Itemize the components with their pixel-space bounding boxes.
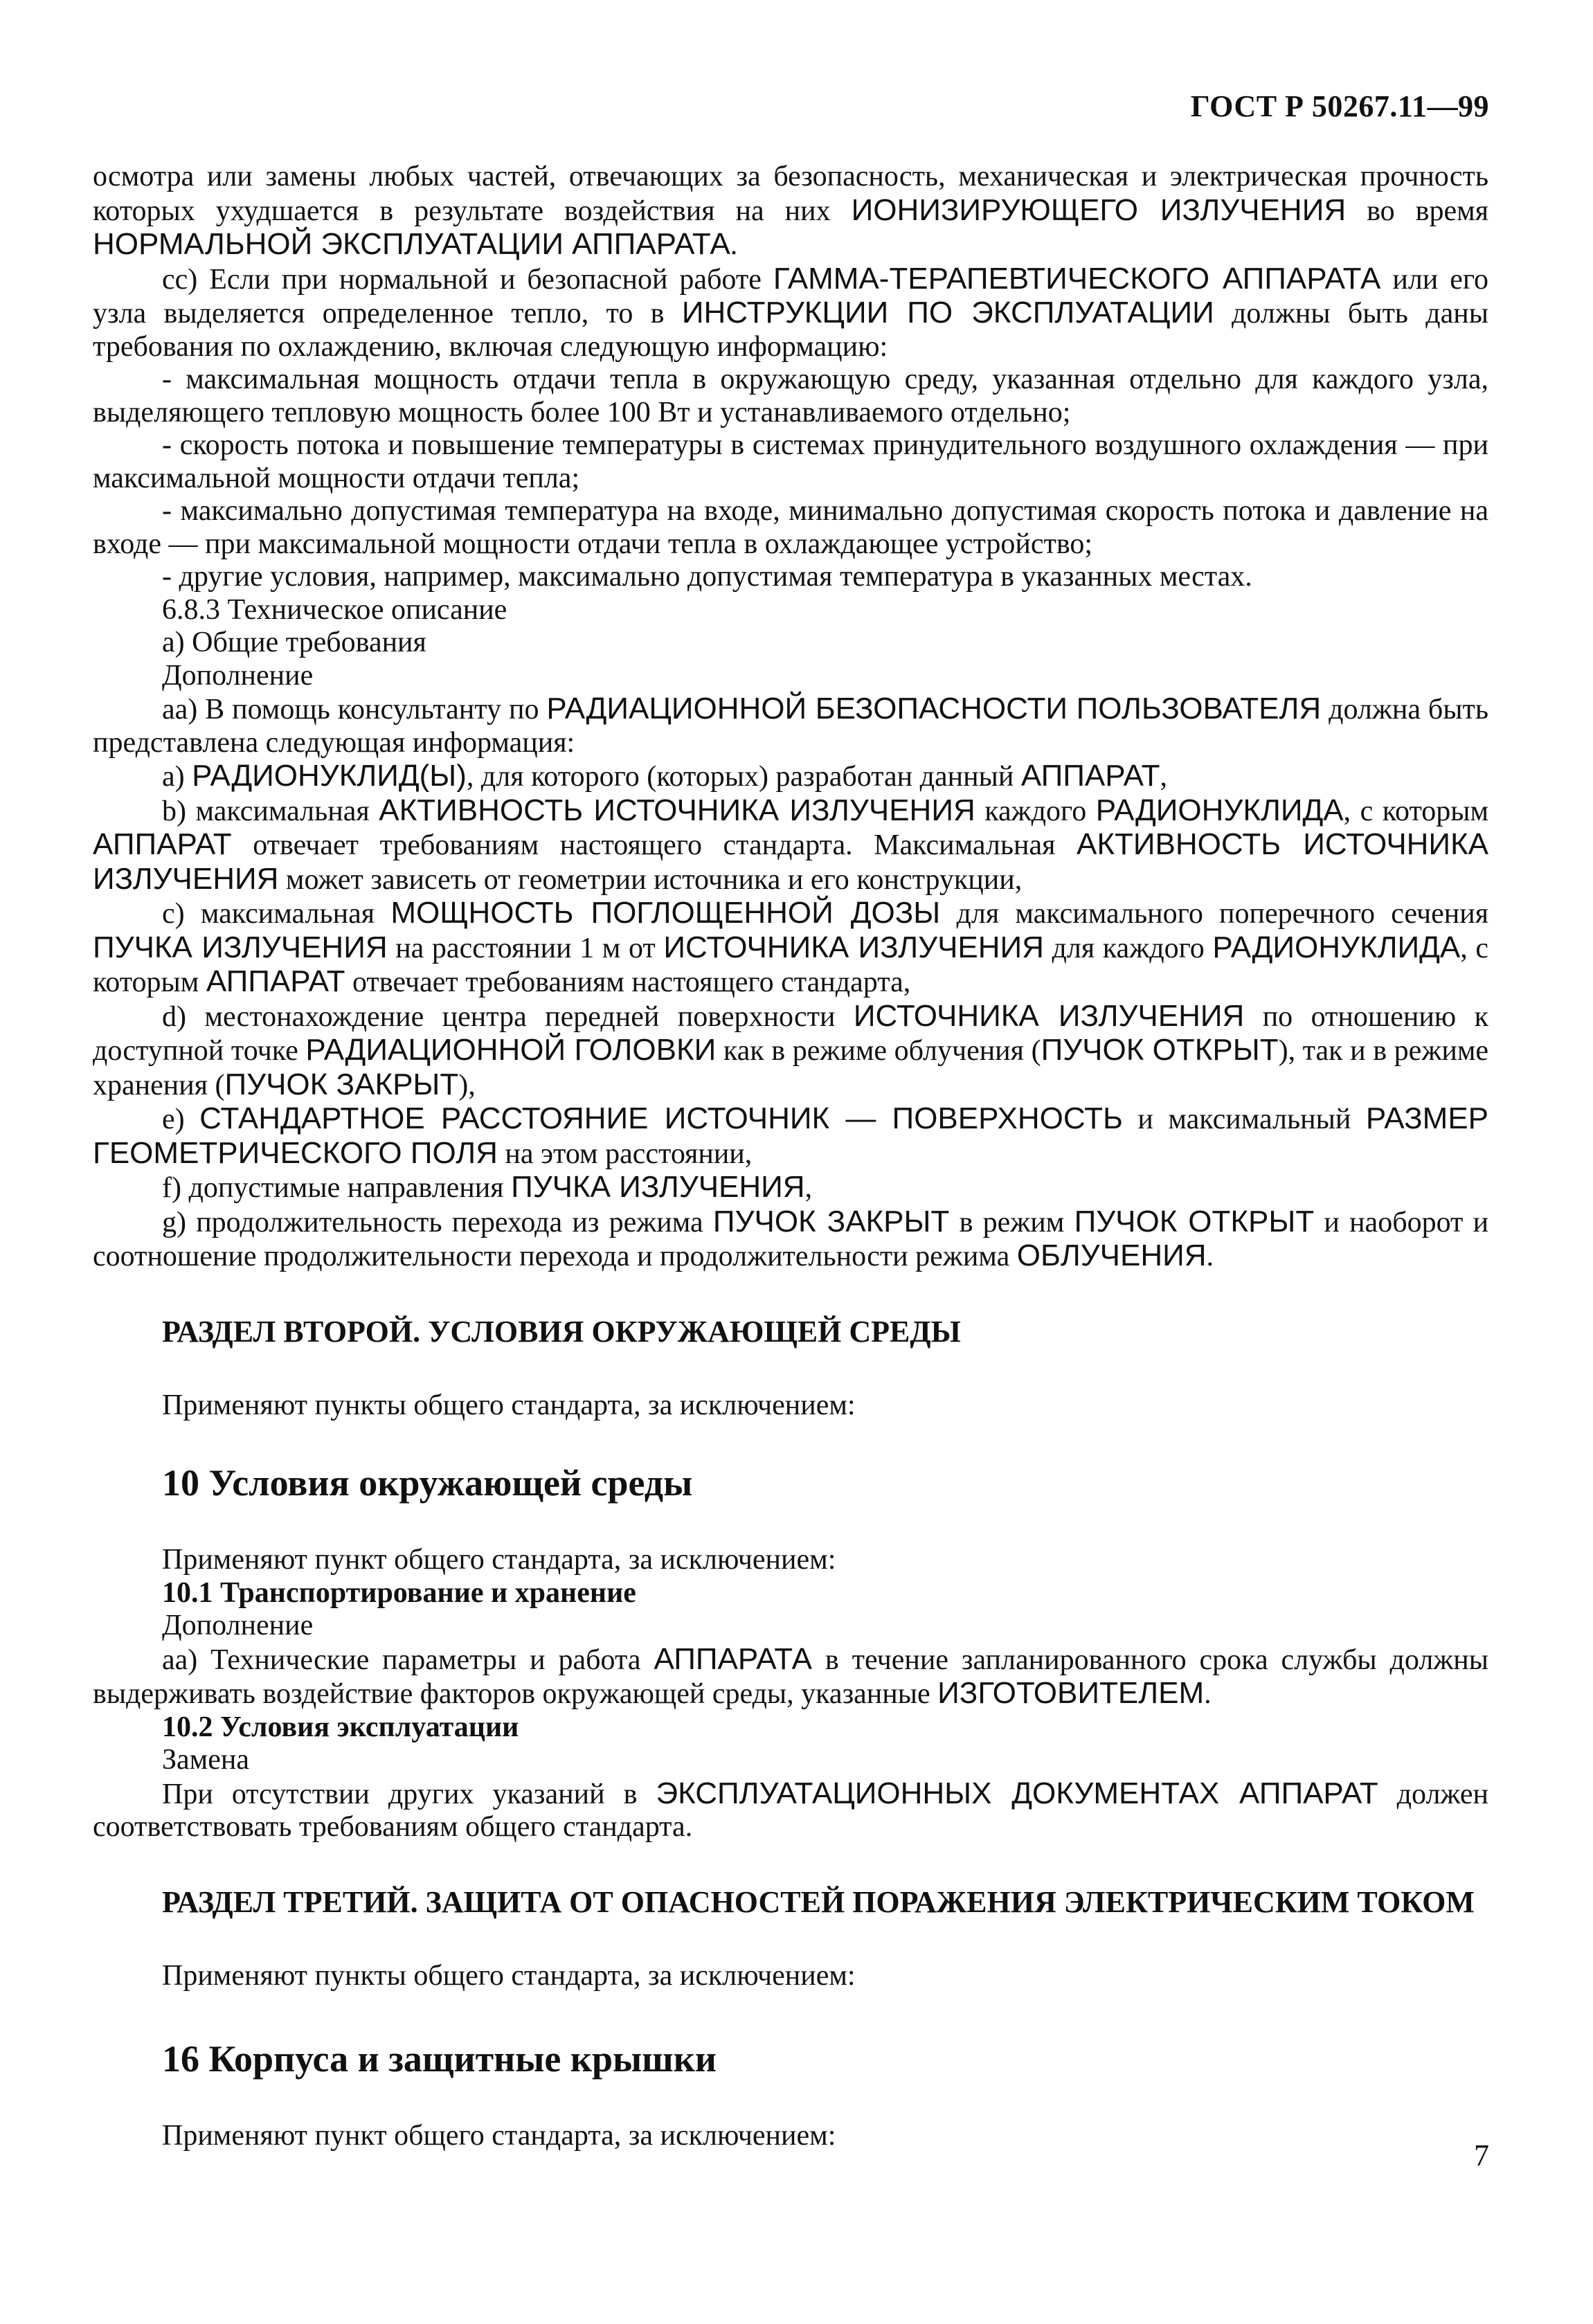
list-item-other-conditions: - другие условия, например, максимально допустимая температура в указанных местах. (162, 561, 1252, 593)
addition-label: Дополнение (162, 659, 314, 692)
clause-16-text: Применяют пункт общего стандарта, за исключением: (162, 2120, 836, 2152)
list-item-flow-rate: - скорость потока и повышение температуры в системах принудительного воздушного охлаждения — при максимальной мощности отдачи тепла; (93, 429, 1488, 494)
list-item-heat-output: - максимальная мощность отдачи тепла в окружающую среду, указанная отдельно для каждого узла, выделяющего тепловую мощность более 100 Вт и устанавливаемого отдельно; (93, 363, 1488, 429)
clause-10-1-title: 10.1 Транспортирование и хранение (162, 1576, 636, 1609)
clause-10-text: Применяют пункт общего стандарта, за исключением: (162, 1544, 836, 1576)
paragraph-cc: сс) Если при нормальной и безопасной работе ГАММА-ТЕРАПЕВТИЧЕСКОГО АППАРАТА или его узла выделяется определенное тепло, то в ИНСТРУКЦИИ ПО ЭКСПЛУАТАЦИИ должны быть даны требования по охлаждению, включая следующую информацию: (93, 261, 1489, 363)
list-item-d: d) местонахождение центра передней поверхности ИСТОЧНИКА ИЗЛУЧЕНИЯ по отношению к доступной точке РАДИАЦИОННОЙ ГОЛОВКИ как в режиме облучения (ПУЧОК ОТКРЫТ), так и в режиме хранения (ПУЧОК ЗАКРЫТ), (93, 998, 1489, 1101)
list-item-inlet-temperature: - максимально допустимая температура на входе, минимально допустимая скорость потока и давление на входе — при максимальной мощности отдачи тепла в охлаждающее устройство; (93, 495, 1488, 560)
list-item-a: а) РАДИОНУКЛИД(Ы), для которого (которых) разработан данный АППАРАТ, (162, 759, 1167, 793)
section-two-title: РАЗДЕЛ ВТОРОЙ. УСЛОВИЯ ОКРУЖАЮЩЕЙ СРЕДЫ (162, 1314, 961, 1349)
section-two-text: Применяют пункты общего стандарта, за исключением: (162, 1389, 856, 1421)
section-three-text: Применяют пункты общего стандарта, за исключением: (162, 1960, 856, 1992)
section-three-title: РАЗДЕЛ ТРЕТИЙ. ЗАЩИТА ОТ ОПАСНОСТЕЙ ПОРАЖЕНИЯ ЭЛЕКТРИЧЕСКИМ ТОКОМ (162, 1884, 1475, 1919)
list-item-e: е) СТАНДАРТНОЕ РАССТОЯНИЕ ИСТОЧНИК — ПОВЕРХНОСТЬ и максимальный РАЗМЕР ГЕОМЕТРИЧЕСКОГО ПОЛЯ на этом расстоянии, (93, 1101, 1489, 1170)
list-item-f: f) допустимые направления ПУЧКА ИЗЛУЧЕНИЯ, (162, 1170, 813, 1204)
paragraph-aa: аа) В помощь консультанту по РАДИАЦИОННОЙ БЕЗОПАСНОСТИ ПОЛЬЗОВАТЕЛЯ должна быть представлена следующая информация: (93, 692, 1489, 759)
clause-6-8-3-title: 6.8.3 Техническое описание (162, 593, 507, 626)
list-item-b: b) максимальная АКТИВНОСТЬ ИСТОЧНИКА ИЗЛУЧЕНИЯ каждого РАДИОНУКЛИДА, с которым АППАРАТ отвечает требованиям настоящего стандарта. Максимальная АКТИВНОСТЬ ИСТОЧНИКА ИЗЛУЧЕНИЯ может зависеть от геометрии источника и его конструкции, (93, 793, 1489, 896)
clause-10-2-title: 10.2 Условия эксплуатации (162, 1711, 519, 1743)
subclause-a-title: а) Общие требования (162, 627, 426, 658)
paragraph-continuation: осмотра или замены любых частей, отвечающих за безопасность, механическая и электрическая прочность которых ухудшается в результате воздействия на них ИОНИЗИРУЮЩЕГО ИЗЛУЧЕНИЯ во время НОРМАЛЬНОЙ ЭКСПЛУАТАЦИИ АППАРАТА. (93, 161, 1489, 261)
clause-10-1-text: аа) Технические параметры и работа АППАРАТА в течение запланированного срока службы должны выдерживать воздействие факторов окружающей среды, указанные ИЗГОТОВИТЕЛЕМ. (93, 1641, 1489, 1710)
clause-10-2-replacement: Замена (162, 1744, 250, 1776)
clause-10-title: 10 Условия окружающей среды (162, 1461, 693, 1504)
list-item-g: g) продолжительность перехода из режима ПУЧОК ЗАКРЫТ в режим ПУЧОК ОТКРЫТ и наоборот и соотношение продолжительности перехода и продолжительности режима ОБЛУЧЕНИЯ. (93, 1204, 1489, 1272)
clause-10-2-text: При отсутствии других указаний в ЭКСПЛУАТАЦИОННЫХ ДОКУМЕНТАХ АППАРАТ должен соответствовать требованиям общего стандарта. (93, 1776, 1489, 1843)
clause-16-title: 16 Корпуса и защитные крышки (162, 2037, 717, 2080)
page-number: 7 (1474, 2138, 1489, 2172)
list-item-c: с) максимальная МОЩНОСТЬ ПОГЛОЩЕННОЙ ДОЗЫ для максимального поперечного сечения ПУЧКА ИЗЛУЧЕНИЯ на расстоянии 1 м от ИСТОЧНИКА ИЗЛУЧЕНИЯ для каждого РАДИОНУКЛИДА, с которым АППАРАТ отвечает требованиям настоящего стандарта, (93, 896, 1489, 998)
document-body (93, 161, 1488, 2153)
clause-10-1-addition: Дополнение (162, 1610, 314, 1641)
document-header: ГОСТ Р 50267.11—99 (1190, 89, 1489, 123)
